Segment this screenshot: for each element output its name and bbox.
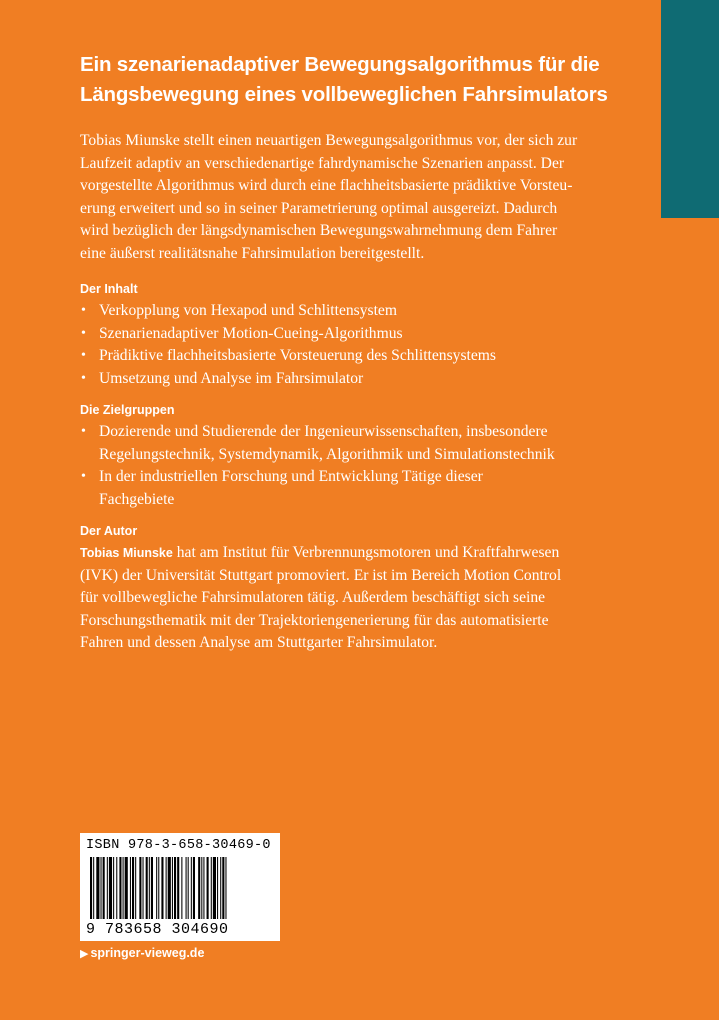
bullet-icon: • [81, 325, 86, 341]
audience-list [80, 421, 650, 511]
isbn-label: ISBN 978-3-658-30469-0 [86, 838, 271, 853]
accent-tab [661, 0, 719, 218]
bullet-icon: • [81, 424, 86, 439]
author-line: für vollbewegliche Fahrsimulatoren tätig. Außerdem beschäftigt sich seine [80, 589, 546, 606]
title-line: Ein szenarienadaptiver Bewegungsalgorithmus für die [80, 53, 600, 76]
intro-line: Tobias Miunske stellt einen neuartigen Bewegungsalgorithmus vor, der sich zur [80, 132, 578, 149]
bullet-icon: • [81, 370, 86, 386]
back-cover-text [80, 130, 650, 655]
title-line: Längsbewegung eines vollbeweglichen Fahrsimulators [80, 83, 608, 106]
intro-paragraph [80, 130, 650, 265]
isbn-barcode-box [80, 833, 280, 941]
list-item: • Prädiktive flachheitsbasierte Vorsteuerung des Schlittensystems [80, 345, 650, 368]
publisher-url: springer-vieweg.de [90, 946, 205, 960]
intro-line: eine äußerst realitätsnahe Fahrsimulation bereitgestellt. [80, 244, 425, 262]
publisher-link[interactable] [80, 946, 204, 960]
author-heading: Der Autor [80, 524, 138, 538]
arrow-right-icon: ▶ [80, 948, 89, 960]
contents-list [80, 300, 650, 390]
contents-heading: Der Inhalt [80, 282, 138, 296]
author-paragraph [80, 542, 650, 655]
bullet-icon: • [81, 303, 86, 318]
list-item: • In der industriellen Forschung und Entwicklung Tätige dieser Fachgebiete [81, 468, 483, 508]
intro-line: vorgestellte Algorithmus wird durch eine flachheitsbasierte prädiktive Vorsteu- [80, 177, 573, 194]
author-line: Forschungsthematik mit der Trajektoriengenerierung für das automatisierte [80, 611, 549, 629]
list-item: • Szenarienadaptiver Motion-Cueing-Algorithmus [80, 323, 650, 346]
list-item: • Dozierende und Studierende der Ingenieurwissenschaften, insbesondere Regelungstechnik, Systemdynamik, Algorithmik und Simulationstechnik [81, 423, 555, 463]
author-line: Fahren und dessen Analyse am Stuttgarter Fahrsimulator. [80, 634, 438, 651]
book-title [80, 50, 650, 110]
ean-digits: 9 783658 304690 [86, 921, 229, 938]
audience-heading: Die Zielgruppen [80, 403, 175, 417]
intro-line: Laufzeit adaptiv an verschiedenartige fahrdynamische Szenarien anpasst. Der [80, 154, 565, 172]
intro-line: wird bezüglich der längsdynamischen Bewegungswahrnehmung dem Fahrer [80, 222, 558, 239]
author-line: (IVK) der Universität Stuttgart promoviert. Er ist im Bereich Motion Control [80, 566, 562, 584]
barcode-image [86, 857, 274, 921]
bullet-icon: • [81, 469, 86, 484]
bullet-icon: • [81, 348, 86, 363]
list-item: • Umsetzung und Analyse im Fahrsimulator [80, 368, 650, 391]
list-item: • Verkopplung von Hexapod und Schlittensystem [80, 300, 650, 323]
intro-line: erung erweitert und so in seiner Parametrierung optimal ausgereizt. Dadurch [80, 199, 558, 217]
author-name: Tobias Miunske [80, 546, 173, 560]
author-line: Tobias Miunske hat am Institut für Verbrennungsmotoren und Kraftfahrwesen [80, 544, 560, 561]
